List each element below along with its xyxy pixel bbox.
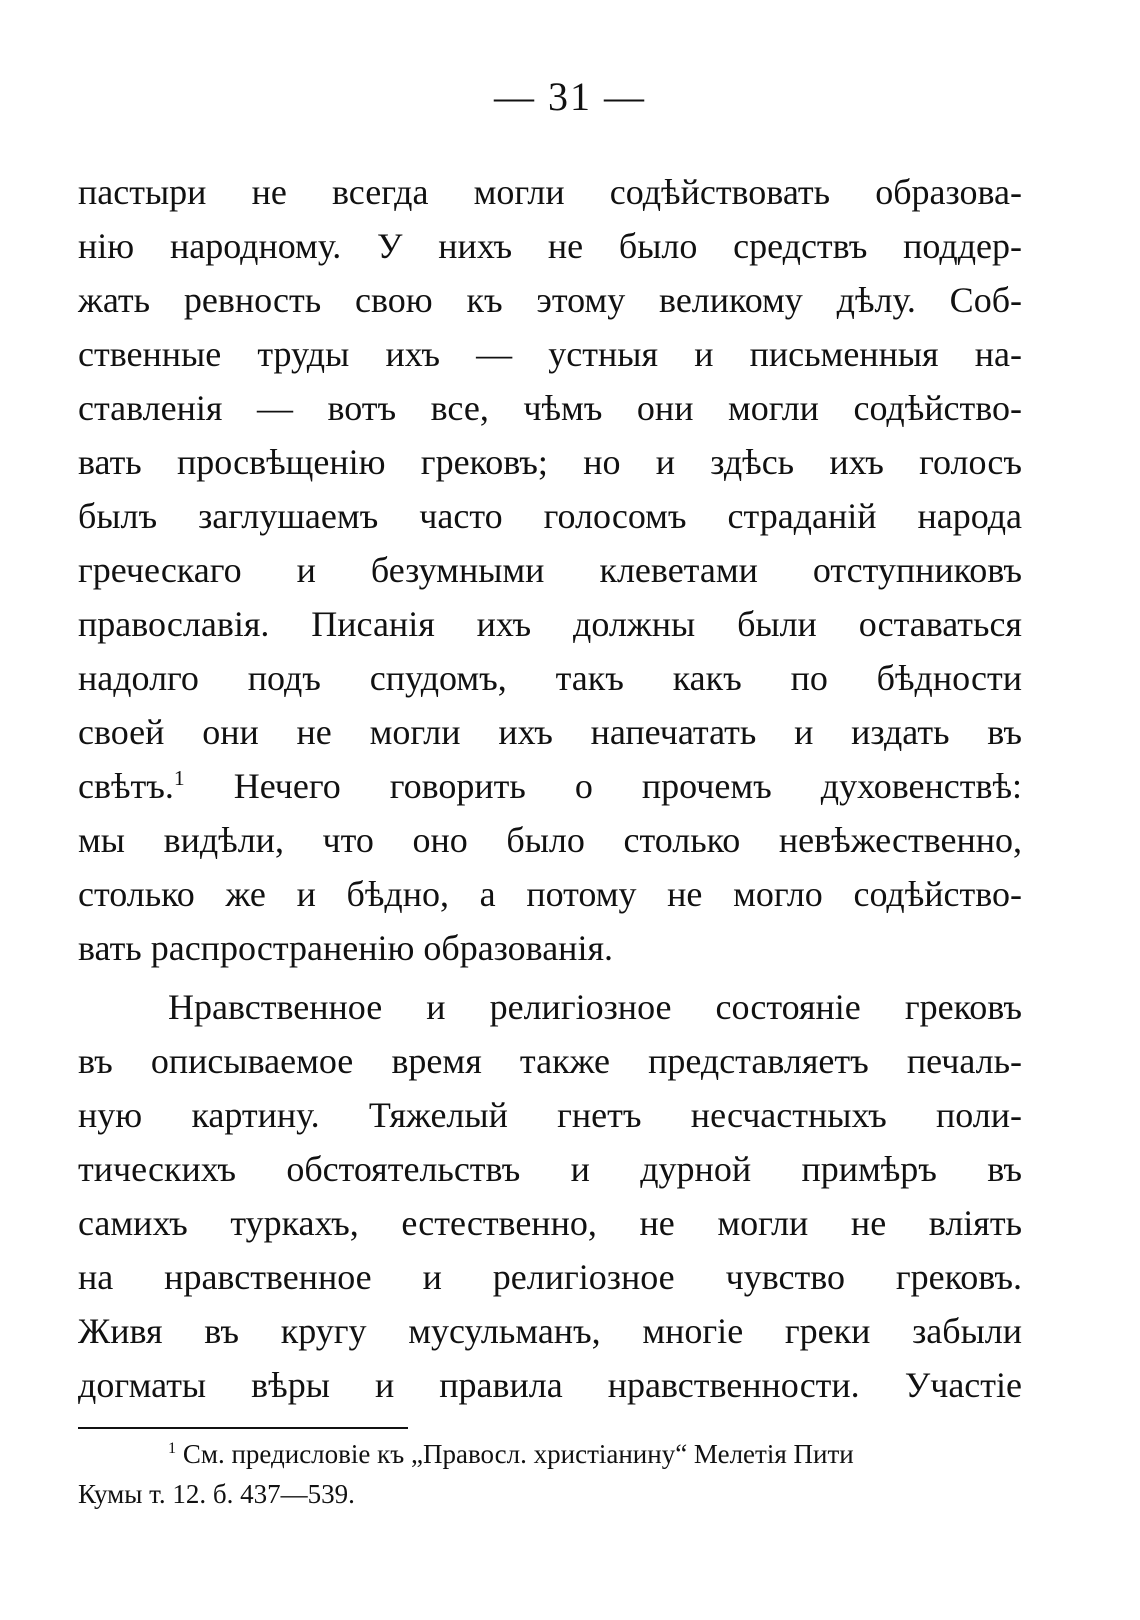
text-line: православія. Писанія ихъ должны были оставаться xyxy=(78,604,1022,644)
paragraph-2 xyxy=(78,980,1022,1412)
footnote-divider xyxy=(78,1427,408,1429)
paragraph-1 xyxy=(78,165,1022,975)
text-line: мы видѣли, что оно было столько невѣжественно, xyxy=(78,820,1022,860)
text-line: Живя въ кругу мусульманъ, многіе греки забыли xyxy=(78,1311,1022,1351)
text-line: пастыри не всегда могли содѣйствовать образова- xyxy=(78,172,1022,212)
text-line: догматы вѣры и правила нравственности. Участіе xyxy=(78,1365,1022,1405)
text-line: былъ заглушаемъ часто голосомъ страданій народа xyxy=(78,496,1022,536)
text-line: въ описываемое время также представляетъ печаль- xyxy=(78,1041,1022,1081)
text-line: жать ревность свою къ этому великому дѣлу. Соб- xyxy=(78,280,1022,320)
text-line: на нравственное и религіозное чувство грековъ. xyxy=(78,1257,1022,1297)
footnote xyxy=(78,1434,1022,1514)
text-line: столько же и бѣдно, а потому не могло содѣйство- xyxy=(78,874,1022,914)
text-line: ную картину. Тяжелый гнетъ несчастныхъ поли- xyxy=(78,1095,1022,1135)
text-line: надолго подъ спудомъ, такъ какъ по бѣдности xyxy=(78,658,1022,698)
text-line-with-note xyxy=(78,759,1022,813)
text-line: Нравственное и религіозное состояніе грековъ xyxy=(168,987,1022,1027)
text-fragment: Нечего говорить о прочемъ духовенствѣ: xyxy=(184,766,1022,806)
text-line: греческаго и безумными клеветами отступниковъ xyxy=(78,550,1022,590)
text-line: вать распространенію образованія. xyxy=(78,928,614,968)
text-fragment: свѣтъ. xyxy=(78,766,174,806)
footnote-reference: 1 xyxy=(173,766,185,790)
footnote-line: Кумы т. 12. б. 437—539. xyxy=(78,1479,355,1509)
footnote-text: См. предисловіе къ „Правосл. христіанину“ Мелетія Пити xyxy=(176,1439,854,1469)
text-line: вать просвѣщенію грековъ; но и здѣсь ихъ голосъ xyxy=(78,442,1022,482)
text-line: своей они не могли ихъ напечатать и издать въ xyxy=(78,712,1022,752)
text-line: ственные труды ихъ — устныя и письменныя на- xyxy=(78,334,1022,374)
text-line: нію народному. У нихъ не было средствъ поддер- xyxy=(78,226,1022,266)
page-number: — 31 — xyxy=(494,74,646,119)
footnote-mark: 1 xyxy=(168,1439,177,1457)
text-line: тическихъ обстоятельствъ и дурной примѣръ въ xyxy=(78,1149,1022,1189)
text-line: самихъ туркахъ, естественно, не могли не вліять xyxy=(78,1203,1022,1243)
footnote-line xyxy=(78,1434,1022,1474)
text-line: ставленія — вотъ все, чѣмъ они могли содѣйство- xyxy=(78,388,1022,428)
